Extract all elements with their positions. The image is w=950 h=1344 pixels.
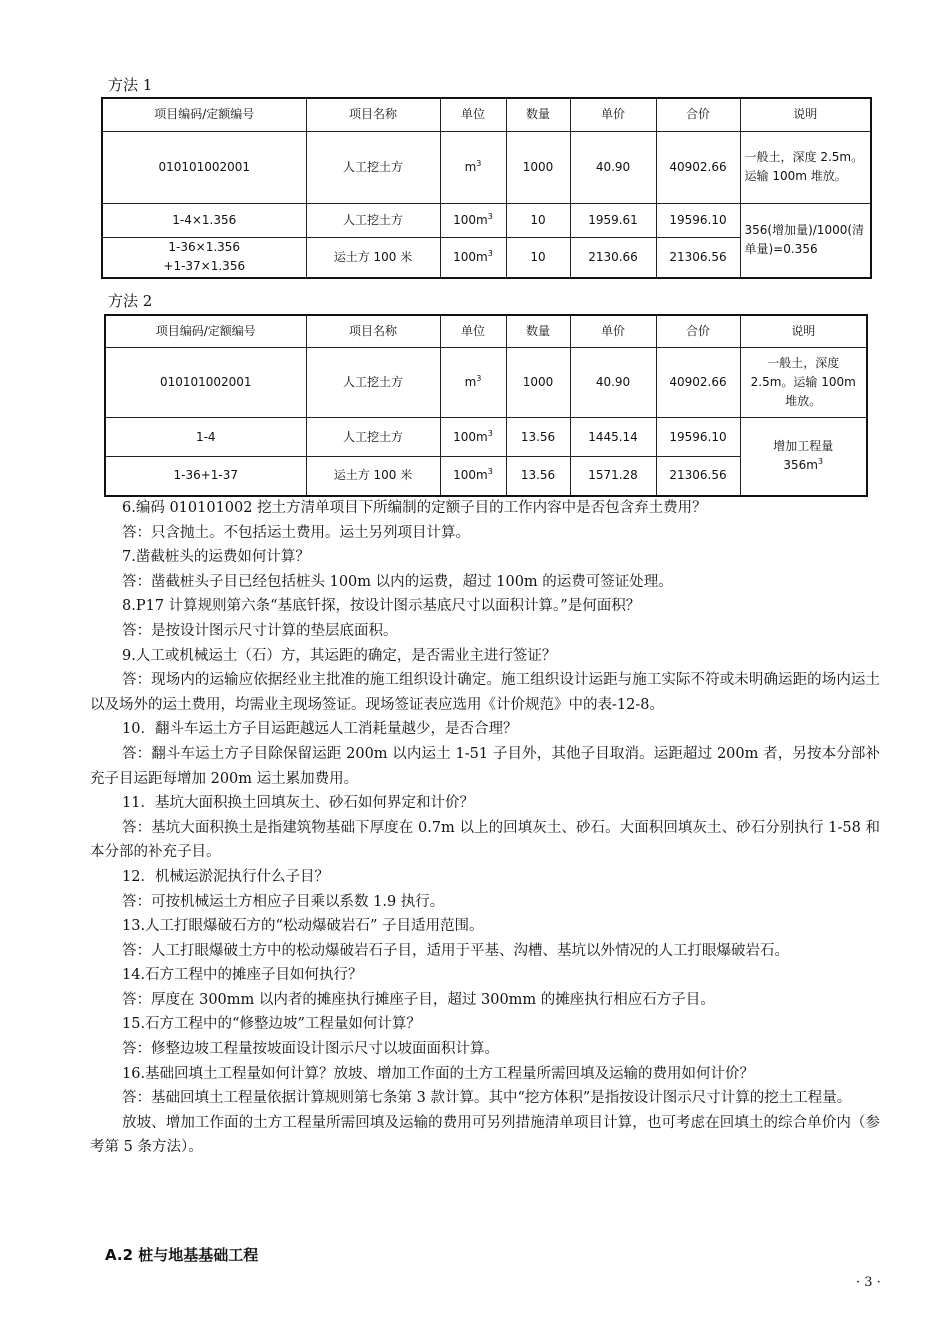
cell-note: 一般土，深度 2.5m。运输 100m 堆放。 [740,131,871,203]
cell-name: 人工挖土方 [306,203,440,237]
cell-name: 运土方 100 米 [306,457,440,496]
cell-name: 人工挖土方 [306,348,440,418]
cell-unit: $m^3$ [440,348,506,418]
cell-unit: $100m^3$ [440,457,506,496]
table-row [102,131,871,203]
method1-table [101,97,872,279]
paragraph: 7.凿截桩头的运费如何计算？ [122,549,310,566]
paragraph: 答：只含抛土。不包括运土费用。运土另列项目计算。 [122,524,470,541]
paragraph: 答：厚度在 300mm 以内者的摊座执行摊座子目，超过 300mm 的摊座执行相应石方子目。 [122,991,715,1008]
cell-code: 1-36×1.356 +1-37×1.356 [102,237,306,278]
paragraph: 答：可按机械运土方相应子目乘以系数 1.9 执行。 [122,893,445,910]
cell-price: 40.90 [570,131,656,203]
cell-price: 1571.28 [570,457,656,496]
paragraph: 12．机械运淤泥执行什么子目？ [122,868,329,885]
header-note: 说明 [740,315,867,348]
cell-price: 1959.61 [570,203,656,237]
cell-qty: 1000 [506,348,570,418]
paragraph: 答：凿截桩头子目已经包括桩头 100m 以内的运费，超过 100m 的运费可签证处理。 [122,573,673,590]
header-price: 单价 [570,315,656,348]
header-unit: 单位 [440,98,506,131]
table-row [102,203,871,237]
section-title: A.2 桩与地基基础工程 [105,1246,259,1264]
cell-qty: 13.56 [506,418,570,457]
cell-total: 19596.10 [656,203,740,237]
cell-code: 1-4×1.356 [102,203,306,237]
cell-price: 2130.66 [570,237,656,278]
header-qty: 数量 [506,98,570,131]
cell-price: 1445.14 [570,418,656,457]
header-name: 项目名称 [306,98,440,131]
header-unit: 单位 [440,315,506,348]
paragraph: 9.人工或机械运土（石）方，其运距的确定，是否需业主进行签证？ [122,647,557,664]
header-price: 单价 [570,98,656,131]
paragraph: 16.基础回填土工程量如何计算？放坡、增加工作面的土方工程量所需回填及运输的费用如何计价？ [122,1065,755,1082]
paragraph: 答：现场内的运输应依据经业主批准的施工组织设计确定。施工组织设计运距与施工实际不符或未明确运距的场内运土以及场外的运土费用，均需业主现场签证。现场签证表应选用《计价规范》中的表-12-8。 [90,672,880,713]
header-qty: 数量 [506,315,570,348]
cell-total: 40902.66 [656,131,740,203]
cell-note: 一般土，深度 2.5m。运输 100m 堆放。 [740,348,867,418]
cell-code: 1-4 [105,418,306,457]
paragraph: 答：人工打眼爆破土方中的松动爆破岩石子目，适用于平基、沟槽、基坑以外情况的人工打眼爆破岩石。 [122,942,789,959]
cell-total: 40902.66 [656,348,740,418]
qa-body-text [90,496,880,1160]
cell-name: 运土方 100 米 [306,237,440,278]
cell-qty: 10 [506,237,570,278]
method1-label: 方法 1 [108,76,153,94]
table-header-row [102,98,871,131]
cell-code: 1-36+1-37 [105,457,306,496]
table-row [105,348,867,418]
paragraph: 8.P17 计算规则第六条“基底钎探，按设计图示基底尺寸以面积计算。”是何面积？ [122,598,641,615]
paragraph: 答：基坑大面积换土是指建筑物基础下厚度在 0.7m 以上的回填灰土、砂石。大面积回填灰土、砂石分别执行 1-58 和本分部的补充子目。 [90,819,880,861]
cell-qty: 1000 [506,131,570,203]
cell-unit: $m^3$ [440,131,506,203]
paragraph: 答：基础回填土工程量依据计算规则第七条第 3 款计算。其中“挖方体积”是指按设计图示尺寸计算的挖土工程量。 [122,1090,852,1107]
header-note: 说明 [740,98,871,131]
paragraph: 答：是按设计图示尺寸计算的垫层底面积。 [122,622,398,639]
paragraph: 10．翻斗车运土方子目运距越远人工消耗量越少，是否合理？ [122,721,518,738]
header-code: 项目编码/定额编号 [105,315,306,348]
paragraph: 13.人工打眼爆破石方的“松动爆破岩石” 子目适用范围。 [122,918,484,935]
paragraph: 15.石方工程中的“修整边坡”工程量如何计算？ [122,1016,421,1033]
table-header-row [105,315,867,348]
method2-table [104,314,868,497]
cell-unit: $100m^3$ [440,418,506,457]
table-row [105,418,867,457]
paragraph: 6.编码 010101002 挖土方清单项目下所编制的定额子目的工作内容中是否包含弃土费用？ [122,500,707,516]
paragraph: 放坡、增加工作面的土方工程量所需回填及运输的费用可另列措施清单项目计算，也可考虑在回填土的综合单价内（参考第 5 条方法）。 [90,1114,880,1156]
cell-unit: $100m^3$ [440,203,506,237]
cell-unit: $100m^3$ [440,237,506,278]
cell-qty: 10 [506,203,570,237]
cell-code: 010101002001 [102,131,306,203]
cell-name: 人工挖土方 [306,131,440,203]
page-number: · 3 · [856,1275,881,1290]
cell-total: 19596.10 [656,418,740,457]
cell-total: 21306.56 [656,457,740,496]
cell-total: 21306.56 [656,237,740,278]
cell-code: 010101002001 [105,348,306,418]
header-total: 合价 [656,315,740,348]
paragraph: 14.石方工程中的摊座子目如何执行？ [122,967,363,984]
header-name: 项目名称 [306,315,440,348]
cell-qty: 13.56 [506,457,570,496]
cell-merged-note: 增加工程量 $356m^3$ [740,418,867,496]
header-code: 项目编码/定额编号 [102,98,306,131]
cell-name: 人工挖土方 [306,418,440,457]
method2-label: 方法 2 [108,292,153,310]
cell-merged-note: 356(增加量)/1000(清单量)=0.356 [740,203,871,278]
header-total: 合价 [656,98,740,131]
paragraph: 11．基坑大面积换土回填灰土、砂石如何界定和计价？ [122,795,474,812]
cell-price: 40.90 [570,348,656,418]
paragraph: 答：修整边坡工程量按坡面设计图示尺寸以坡面面积计算。 [122,1041,499,1058]
paragraph: 答：翻斗车运土方子目除保留运距 200m 以内运土 1-51 子目外，其他子目取消。运距超过 200m 者，另按本分部补充子目运距每增加 200m 运土累加费用。 [90,745,880,787]
